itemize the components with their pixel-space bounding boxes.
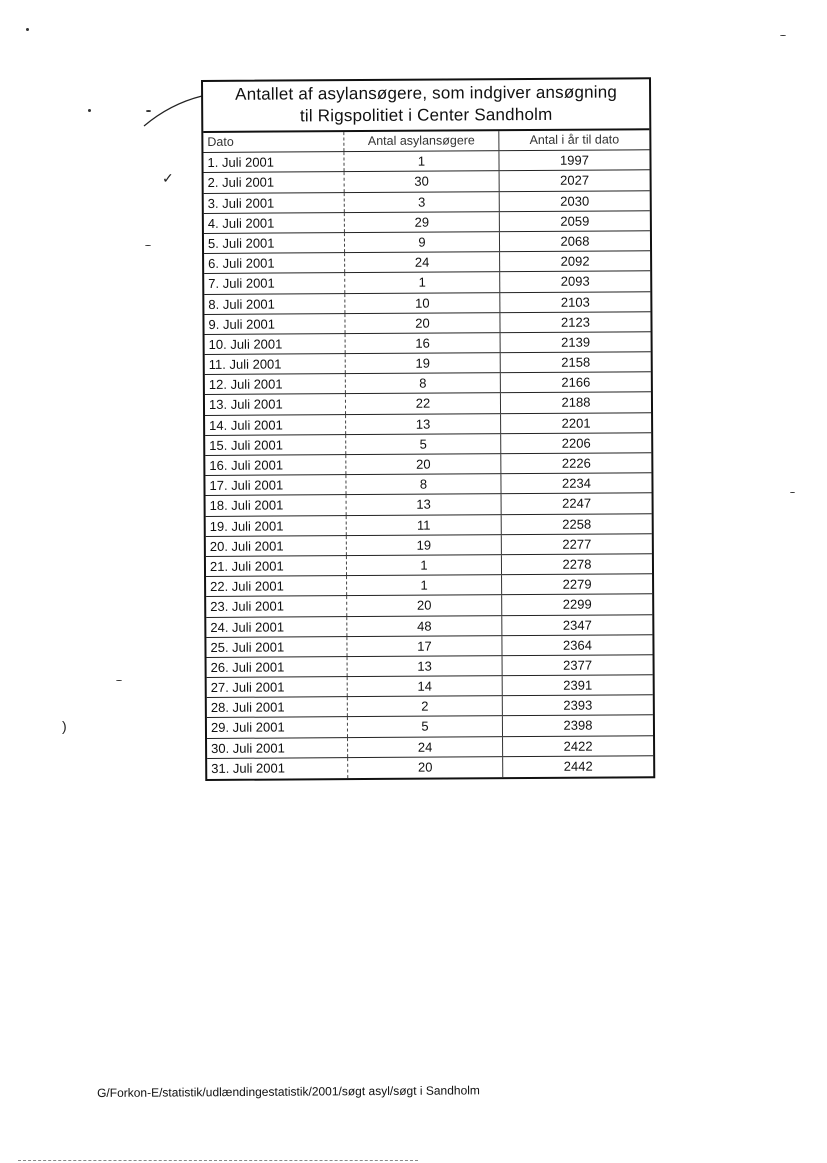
count-cell: 29 (344, 212, 499, 232)
date-cell: 1. Juli 2001 (207, 154, 275, 171)
total-cell: 2277 (501, 534, 652, 554)
table-row (206, 635, 652, 658)
total-cell: 2158 (500, 352, 651, 372)
table-row (206, 514, 652, 537)
date-cell: 26. Juli 2001 (210, 659, 285, 675)
table-row (206, 554, 652, 577)
date-cell: 23. Juli 2001 (210, 598, 284, 615)
table-row (207, 716, 653, 739)
table-row (205, 332, 651, 355)
count-cell: 20 (347, 757, 502, 778)
scan-speck (790, 492, 795, 493)
date-cell: 21. Juli 2001 (209, 558, 284, 574)
total-cell: 2092 (499, 251, 650, 271)
date-cell: 2. Juli 2001 (207, 174, 275, 191)
count-cell: 10 (344, 293, 499, 313)
parenthesis-mark: ) (62, 718, 67, 734)
count-cell: 1 (344, 272, 499, 292)
date-cell: 10. Juli 2001 (208, 336, 283, 352)
count-cell: 16 (345, 333, 500, 353)
table-row (204, 251, 650, 274)
table-row (204, 191, 650, 214)
table-body (203, 150, 653, 779)
count-cell: 19 (346, 535, 501, 555)
total-cell: 2347 (501, 615, 652, 635)
date-cell: 31. Juli 2001 (211, 760, 285, 776)
column-header-count: Antal asylansøgere (343, 131, 498, 151)
total-cell: 2030 (499, 191, 650, 211)
total-cell: 2123 (499, 312, 650, 332)
table-title (203, 79, 649, 133)
table-row (207, 696, 653, 719)
total-cell: 2027 (499, 171, 650, 191)
column-header-total: Antal i år til dato (498, 130, 649, 150)
total-cell: 2442 (502, 756, 653, 777)
date-cell: 22. Juli 2001 (210, 578, 284, 595)
table-row (206, 574, 652, 597)
table-row (207, 675, 653, 698)
scan-speck (26, 28, 29, 31)
table-row (206, 595, 652, 618)
scan-speck (780, 35, 786, 36)
total-cell: 2201 (500, 413, 651, 433)
total-cell: 2377 (502, 655, 653, 675)
total-cell: 2226 (500, 453, 651, 473)
table-row (204, 312, 650, 335)
table-row (206, 494, 652, 517)
table-row (205, 413, 651, 436)
total-cell: 2188 (500, 393, 651, 413)
count-cell: 3 (344, 192, 499, 212)
count-cell: 13 (347, 656, 502, 676)
total-cell: 2059 (499, 211, 650, 231)
date-cell: 4. Juli 2001 (207, 215, 275, 231)
table-row (206, 534, 652, 557)
count-cell: 5 (345, 434, 500, 454)
count-cell: 5 (347, 717, 502, 737)
count-cell: 19 (345, 353, 500, 373)
table-title-line-2: til Rigspolitiet i Center Sandholm (299, 104, 553, 126)
count-cell: 14 (347, 676, 502, 696)
table-row (205, 473, 651, 496)
date-cell: 24. Juli 2001 (210, 619, 285, 635)
table-row (203, 150, 649, 173)
count-cell: 8 (345, 373, 500, 393)
table-row (204, 231, 650, 254)
total-cell: 2206 (500, 433, 651, 453)
date-cell: 16. Juli 2001 (209, 457, 284, 473)
total-cell: 2299 (501, 595, 652, 615)
total-cell: 2247 (501, 494, 652, 514)
table-row (204, 292, 650, 315)
count-cell: 2 (347, 696, 502, 716)
date-cell: 13. Juli 2001 (208, 396, 283, 413)
table-title-line-1: Antallet af asylansøgere, som indgiver ansøgning (235, 82, 618, 104)
count-cell: 13 (346, 495, 501, 515)
count-cell: 22 (345, 394, 500, 414)
total-cell: 2393 (502, 696, 653, 716)
date-cell: 6. Juli 2001 (208, 255, 275, 272)
total-cell: 2139 (500, 332, 651, 352)
total-cell: 2422 (502, 736, 653, 756)
date-cell: 18. Juli 2001 (209, 497, 284, 514)
total-cell: 2391 (502, 675, 653, 695)
table-row (205, 352, 651, 375)
scan-speck (88, 109, 91, 112)
table-row (205, 373, 651, 396)
count-cell: 20 (344, 313, 499, 333)
date-cell: 11. Juli 2001 (208, 356, 282, 373)
table-row (206, 615, 652, 638)
date-cell: 25. Juli 2001 (210, 639, 285, 655)
date-cell: 19. Juli 2001 (209, 518, 284, 534)
date-cell: 17. Juli 2001 (209, 477, 284, 494)
scan-speck (116, 680, 122, 681)
column-header-date: Dato (207, 134, 234, 149)
total-cell: 2279 (501, 574, 652, 594)
scan-speck (145, 245, 151, 246)
date-cell: 14. Juli 2001 (209, 417, 283, 433)
count-cell: 1 (346, 575, 501, 595)
count-cell: 20 (346, 595, 501, 615)
table-row (205, 393, 651, 416)
total-cell: 2103 (499, 292, 650, 312)
count-cell: 1 (343, 151, 498, 171)
date-cell: 5. Juli 2001 (207, 235, 275, 251)
total-cell: 2364 (501, 635, 652, 655)
total-cell: 2068 (499, 231, 650, 251)
total-cell: 2398 (502, 716, 653, 736)
date-cell: 28. Juli 2001 (210, 699, 285, 716)
bottom-rule (18, 1160, 418, 1161)
asylum-statistics-table (201, 77, 655, 781)
table-row (207, 756, 653, 779)
count-cell: 8 (345, 474, 500, 494)
pen-stroke-icon (140, 90, 204, 130)
count-cell: 11 (346, 515, 501, 535)
total-cell: 2166 (500, 373, 651, 393)
date-cell: 15. Juli 2001 (209, 437, 284, 453)
total-cell: 2093 (499, 272, 650, 292)
total-cell: 2234 (500, 473, 651, 493)
table-row (207, 655, 653, 678)
count-cell: 20 (345, 454, 500, 474)
footer-file-path: G/Forkon-E/statistik/udlændingestatistik/2001/søgt asyl/søgt i Sandholm (97, 1083, 480, 1100)
date-cell: 27. Juli 2001 (210, 679, 285, 696)
date-cell: 29. Juli 2001 (210, 719, 285, 736)
date-cell: 8. Juli 2001 (208, 296, 275, 312)
count-cell: 24 (347, 737, 502, 757)
date-cell: 30. Juli 2001 (211, 740, 285, 756)
date-cell: 20. Juli 2001 (209, 538, 284, 554)
table-row (204, 272, 650, 295)
date-cell: 3. Juli 2001 (207, 195, 275, 211)
table-row (205, 433, 651, 456)
count-cell: 30 (344, 172, 499, 192)
count-cell: 1 (346, 555, 501, 575)
table-header-row (203, 130, 649, 153)
date-cell: 7. Juli 2001 (208, 275, 275, 292)
table-row (205, 453, 651, 476)
count-cell: 48 (346, 616, 501, 636)
count-cell: 17 (346, 636, 501, 656)
count-cell: 9 (344, 232, 499, 252)
total-cell: 1997 (498, 150, 649, 170)
count-cell: 24 (344, 252, 499, 272)
table-row (204, 171, 650, 194)
total-cell: 2278 (501, 554, 652, 574)
date-cell: 9. Juli 2001 (208, 316, 276, 332)
check-mark-icon: ✓ (162, 170, 174, 186)
count-cell: 13 (345, 414, 500, 434)
table-row (204, 211, 650, 234)
total-cell: 2258 (501, 514, 652, 534)
date-cell: 12. Juli 2001 (208, 376, 283, 393)
table-row (207, 736, 653, 759)
